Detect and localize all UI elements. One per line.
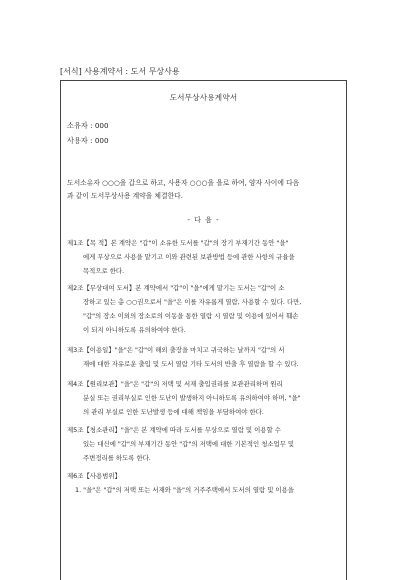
document-title: 도서무상사용계약서 [169,93,238,102]
article-line: 장하고 있는 총 ○○권으로서 "을"은 이를 자유롭게 열람, 사용할 수 있다. 다만, [83,298,302,306]
section-heading: - 다 음 - [187,216,220,224]
article-line: 분실 또는 권리부실로 인한 도난이 발생하지 아니하도록 유의하여야 하며, "을" [83,394,301,402]
form-caption: [서식] 사용계약서 : 도서 무상사용 [60,67,180,76]
article-line: 주변정리를 하도록 한다. [83,454,151,462]
article-line: 의 관리 부실로 인한 도난발생 등에 대해 책임을 부담하여야 한다. [83,408,264,416]
article-line: 제6조【사용범위】 [67,472,121,480]
article-line: 1. "을"은 "갑"의 저택 또는 서재와 "을"의 거주주택에서 도서의 열람 및 이용을 [75,486,294,494]
intro-paragraph [67,177,341,203]
article-3 [67,343,343,371]
user-line: 사용자 : 000 [67,136,109,145]
article-line: 재에 대한 자유로운 출입 및 도서 열람 기타 도서의 반출 후 열람을 할 수 있다. [83,360,299,368]
article-line: 목적으로 한다. [83,267,125,275]
intro-line: 도서소유자 ○○○을 갑으로 하고, 사용자 ○○○을 을로 하여, 양자 사이에 다음 [67,179,300,187]
article-5 [67,423,343,465]
article-line: 제3조【이용일】"을"은 "갑"이 해외 출장을 마치고 귀국하는 날까지 "갑"의 서 [67,346,285,354]
article-line: "갑"의 장소 이외의 장소로의 이동을 통한 열람 시 열람 및 이용에 있어서 훼손 [83,312,299,320]
article-line: 있는 대신에 "갑"의 부재기간 동안 "갑"의 저택에 대한 기본적인 청소업무 및 [83,440,295,448]
article-2 [67,281,343,337]
article-line: 제4조【원리보관】"을"은 "갑"의 저택 및 서재 출입권리를 보관관리하며 원리 [67,380,283,388]
article-6 [67,469,343,497]
article-line: 이 되지 아니하도록 유의하여야 한다. [83,326,186,334]
contract-frame [60,80,347,580]
article-line: 제5조【청소관리】"을"은 본 계약에 따라 도서를 무상으로 열람 및 이용할 수 [67,426,281,434]
article-line: 에게 무상으로 사용을 맡기고 이와 관련된 보관방법 등에 관한 사항의 규율을 [83,253,295,261]
intro-line: 과 같이 도서무상사용 계약을 체결한다. [67,192,183,200]
article-1 [67,236,343,278]
article-line: 제2조【무상대여 도서】본 계약에서 "갑"이 "을"에게 맡기는 도서는 "갑"이 소 [67,284,285,292]
article-line: 제1조【목 적】본 계약은 "갑"이 소유한 도서를 "갑"의 장기 부재기간 동안 "을" [67,239,289,247]
owner-line: 소유자 : 000 [67,121,109,130]
article-4 [67,377,343,419]
